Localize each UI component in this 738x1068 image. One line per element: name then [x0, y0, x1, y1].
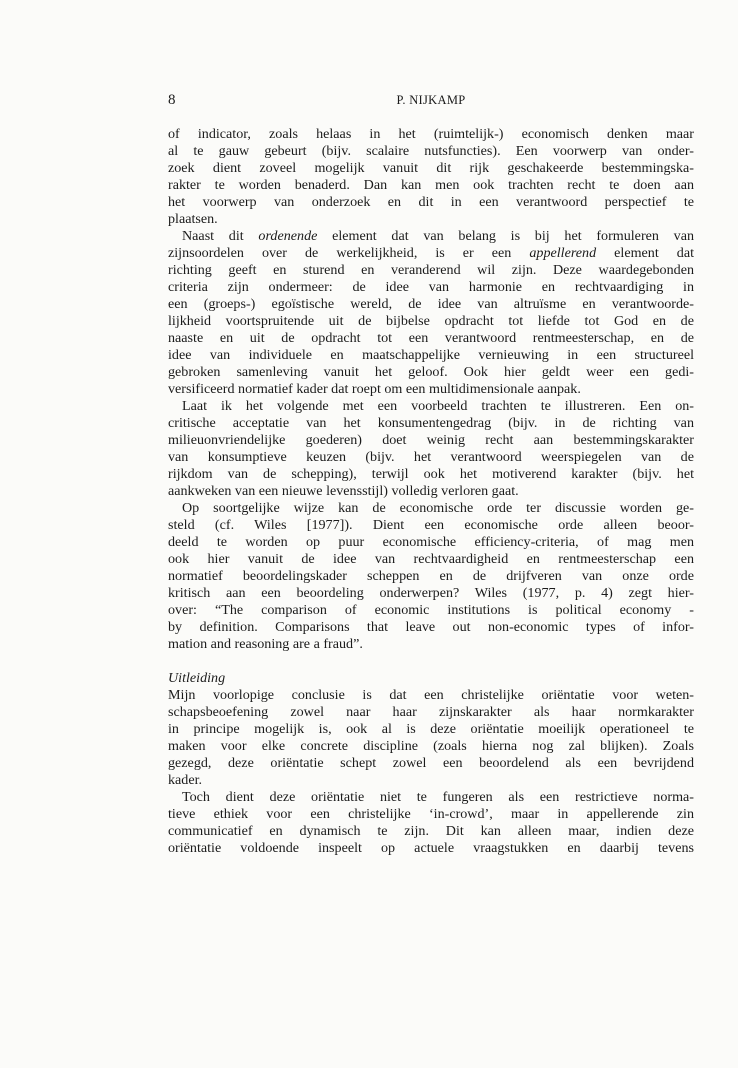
text-line: maken voor elke concrete discipline (zoals hierna nog zal blijken). Zoals — [168, 738, 694, 754]
text-line: deeld te worden op puur economische efficiency-criteria, of mag men — [168, 534, 694, 550]
section-gap — [168, 653, 694, 670]
text-line: aankweken van een nieuwe levensstijl) volledig verloren gaat. — [168, 483, 519, 499]
text-line: mation and reasoning are a fraud”. — [168, 636, 363, 652]
text-line: gebroken samenleving vanuit het geloof. Ook hier geldt weer een gedi- — [168, 364, 694, 380]
text-line: rijkdom van de schepping), terwijl ook het motiverend karakter (bijv. het — [168, 466, 694, 482]
running-head — [168, 92, 694, 110]
text-line: over: “The comparison of economic institutions is political economy - — [168, 602, 694, 618]
emphasis-ordenende: ordenende — [258, 228, 318, 244]
text-line: normatief beoordelingskader scheppen en de drijfveren van onze orde — [168, 568, 694, 584]
text-line: kritisch aan een beoordeling onderwerpen? Wiles (1977, p. 4) zegt hier- — [168, 585, 694, 601]
text-line: Laat ik het volgende met een voorbeeld trachten te illustreren. Een on- — [182, 398, 694, 414]
text-line: ook hier vanuit de idee van rechtvaardigheid en rentmeesterschap een — [168, 551, 694, 567]
text-line: schapsbeoefening zowel naar haar zijnskarakter als haar normkarakter — [168, 704, 694, 720]
text-line: of indicator, zoals helaas in het (ruimtelijk-) economisch denken maar — [168, 126, 694, 142]
text-line: naaste en uit de opdracht tot een verantwoord rentmeesterschap, en de — [168, 330, 694, 346]
text-line: al te gauw gebeurt (bijv. scalaire nutsfuncties). Een voorwerp van onder- — [168, 143, 694, 159]
text-line: steld (cf. Wiles [1977]). Dient een economische orde alleen beoor- — [168, 517, 694, 533]
text-line: Toch dient deze oriëntatie niet te fungeren als een restrictieve norma- — [182, 789, 694, 805]
emphasis-appellerend: appellerend — [529, 245, 597, 261]
body-text — [168, 126, 694, 857]
running-title: P. NIJKAMP — [396, 93, 466, 107]
text-line: criteria zijn ondermeer: de idee van harmonie en rechtvaardiging in — [168, 279, 694, 295]
text-line: het voorwerp van onderzoek en dit in een verantwoord perspectief te — [168, 194, 694, 210]
text-line: plaatsen. — [168, 211, 218, 227]
section-heading: Uitleiding — [168, 670, 226, 686]
text-line: versificeerd normatief kader dat roept om een multidimensionale aanpak. — [168, 381, 581, 397]
text-line: lijkheid voortspruitende uit de bijbelse opdracht tot liefde tot God en de — [168, 313, 694, 329]
text-line: kader. — [168, 772, 203, 788]
text-line: tieve ethiek voor een christelijke ‘in-crowd’, maar in appellerende zin — [168, 806, 694, 822]
text-fragment: element dat van belang is bij het formuleren van — [317, 228, 694, 244]
text-line: milieuonvriendelijke goederen) doet weinig recht aan bestemmingskarakter — [168, 432, 694, 448]
text-line: in principe mogelijk is, ook al is deze oriëntatie moeilijk operationeel te — [168, 721, 694, 737]
text-line — [168, 245, 694, 262]
page-number: 8 — [168, 92, 176, 108]
text-line: by definition. Comparisons that leave out non-economic types of infor- — [168, 619, 694, 635]
text-fragment: element dat — [596, 245, 695, 261]
text-line: Op soortgelijke wijze kan de economische orde ter discussie worden ge- — [182, 500, 694, 516]
text-line: richting geeft en sturend en veranderend wil zijn. Deze waardegebonden — [168, 262, 694, 278]
text-line: van konsumptieve keuzen (bijv. het verantwoord weerspiegelen van de — [168, 449, 694, 465]
text-line: Mijn voorlopige conclusie is dat een christelijke oriëntatie voor weten- — [168, 687, 694, 703]
text-line: communicatief en dynamisch te zijn. Dit kan alleen maar, indien deze — [168, 823, 694, 839]
text-line — [168, 228, 694, 245]
text-line: gezegd, deze oriëntatie schept zowel een beoordelend als een bevrijdend — [168, 755, 694, 771]
text-line: een (groeps-) egoïstische wereld, de idee van altruïsme en verantwoorde- — [168, 296, 694, 312]
text-line: idee van individuele en maatschappelijke vernieuwing in een structureel — [168, 347, 694, 363]
text-fragment: zijnsoordelen over de werkelijkheid, is er een — [168, 245, 530, 261]
text-line: critische acceptatie van het konsumentengedrag (bijv. in de richting van — [168, 415, 694, 431]
text-fragment: Naast dit — [182, 228, 259, 244]
text-line: rakter te worden benaderd. Dan kan men ook trachten recht te doen aan — [168, 177, 694, 193]
text-line: oriëntatie voldoende inspeelt op actuele vraagstukken en daarbij tevens — [168, 840, 694, 856]
text-line: zoek dient zoveel mogelijk vanuit dit rijk geschakeerde bestemmingska- — [168, 160, 694, 176]
